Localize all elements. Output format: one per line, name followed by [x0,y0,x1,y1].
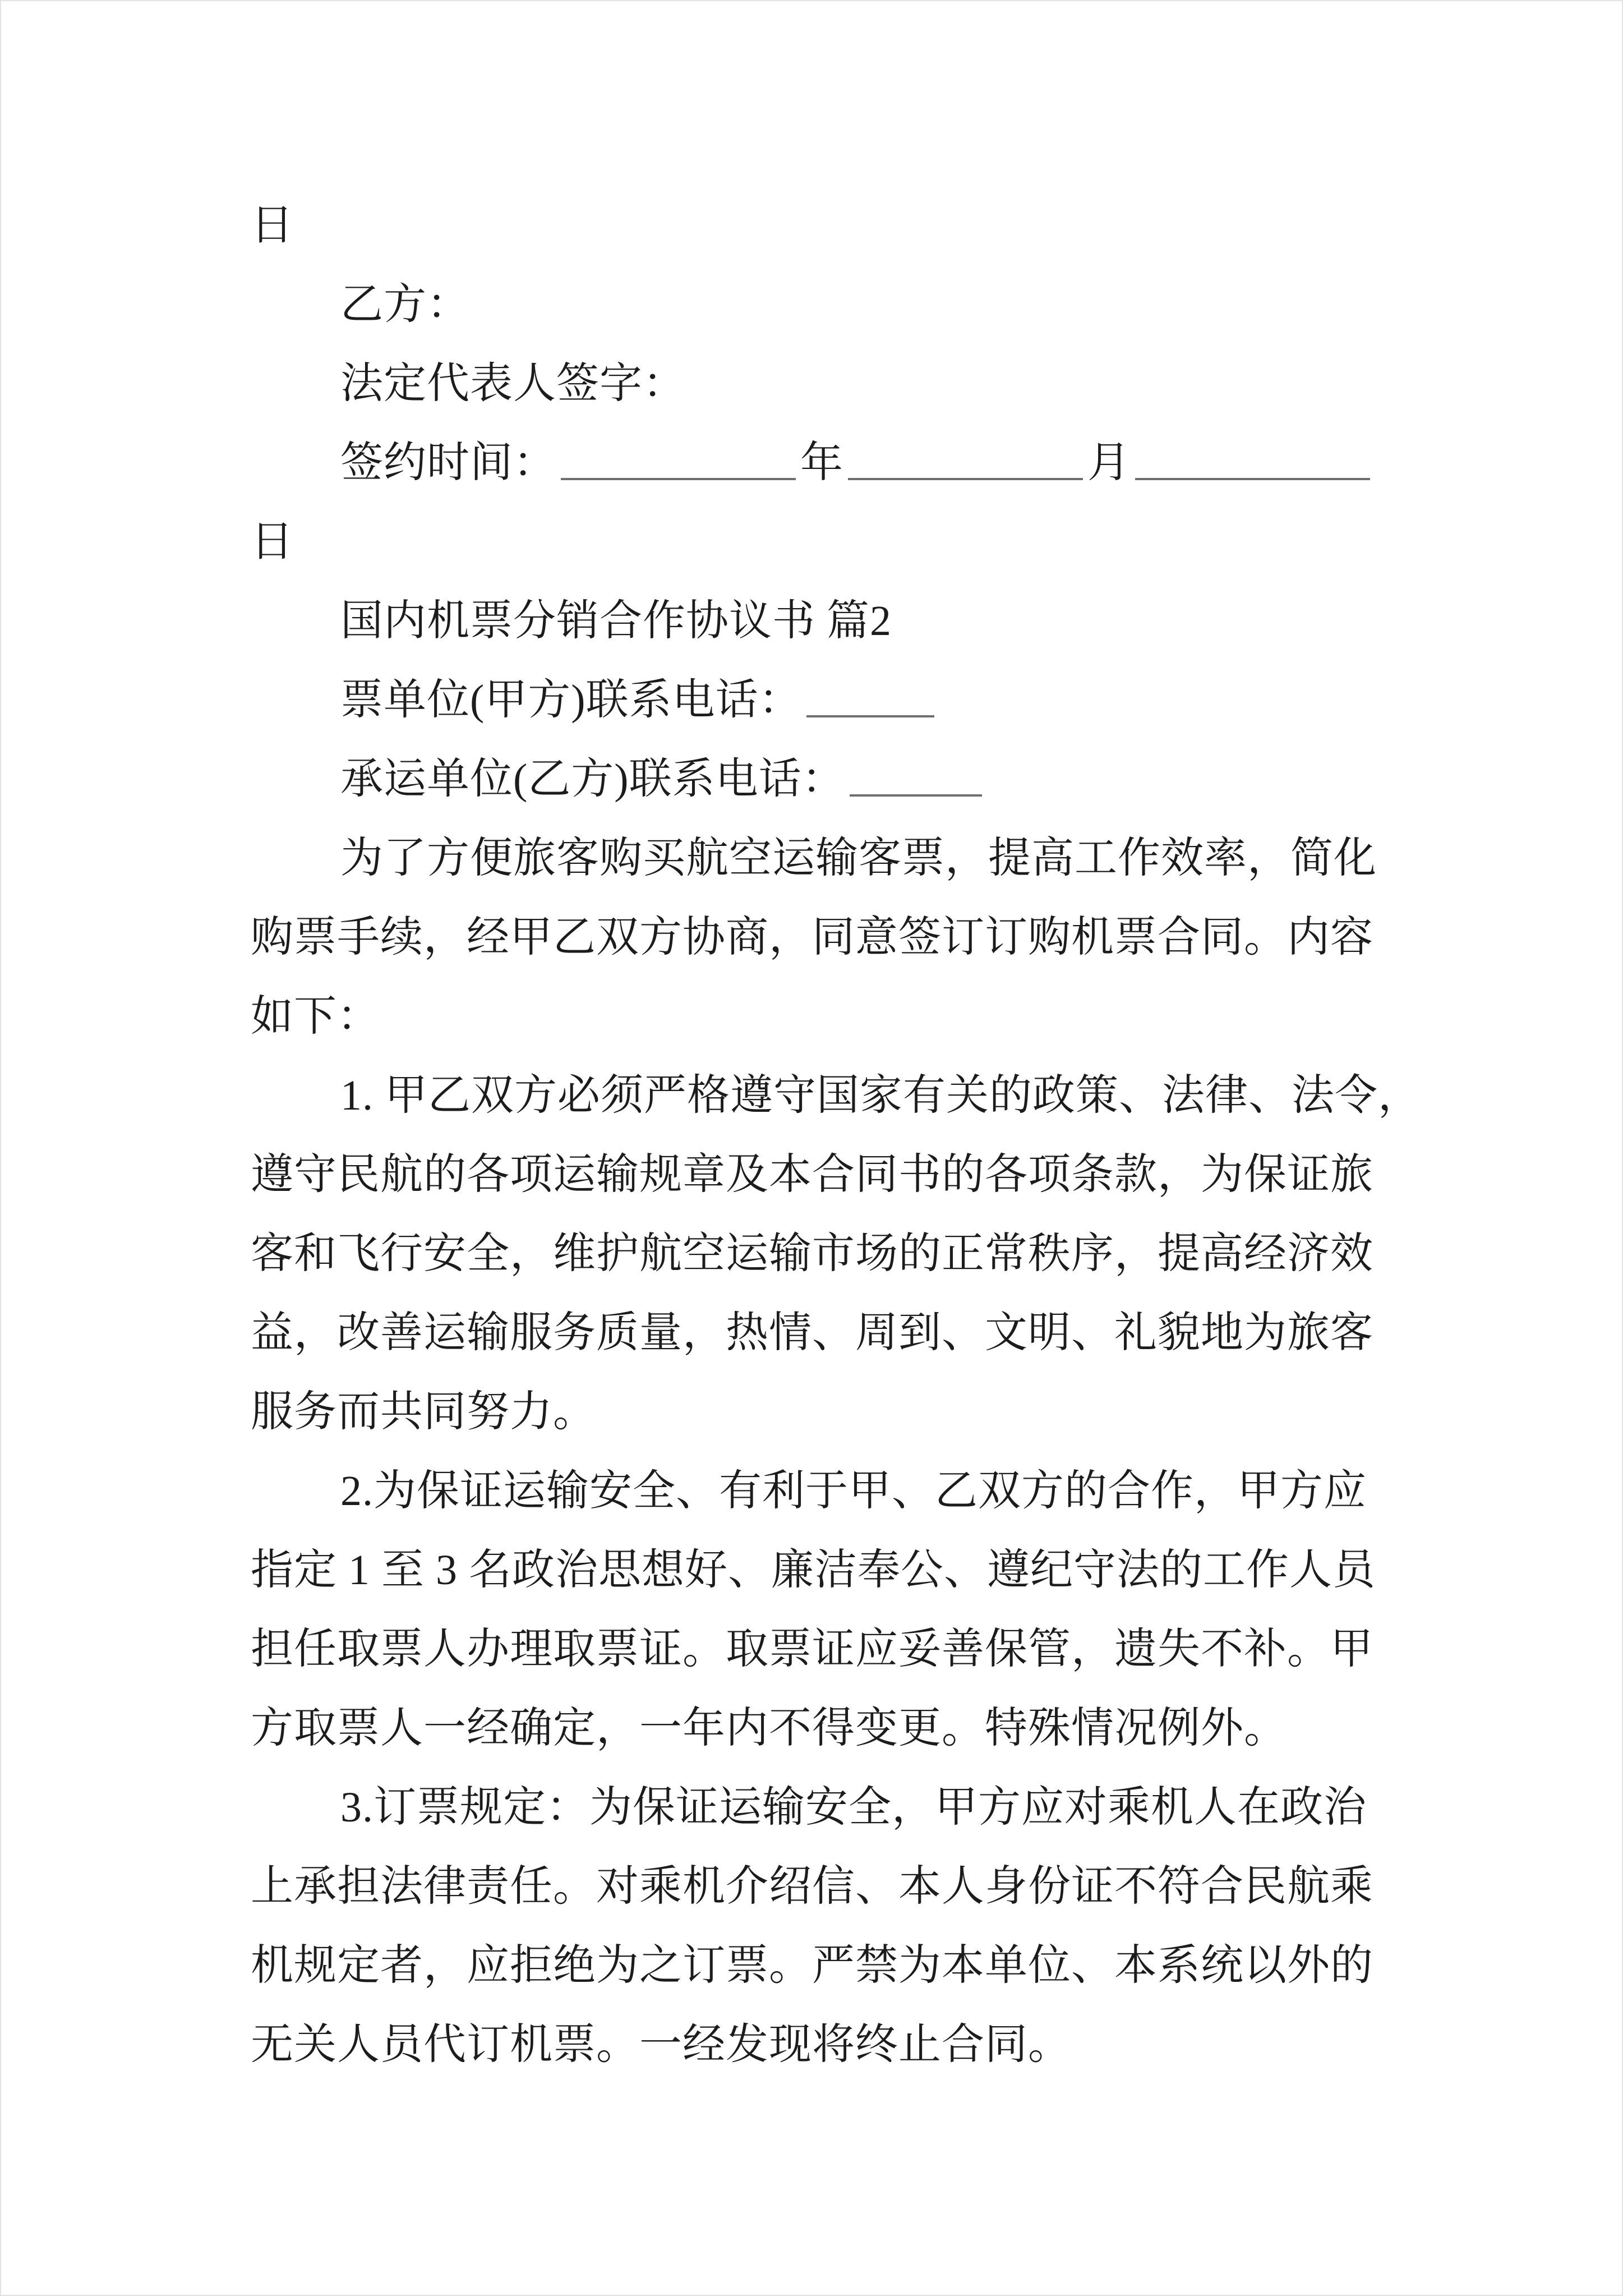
text-run: 为了方便旅客购买航空运输客票，提高工作效率，简化 [340,835,1377,882]
text-line [251,661,1378,740]
text-line [251,1610,1378,1689]
text-line [251,1294,1378,1373]
text-line [251,1847,1378,1926]
text-line [251,1373,1378,1452]
text-run: 年 [800,439,843,486]
text-run: 机规定者，应拒绝为之订票。严禁为本单位、本系统以外的 [251,1942,1373,1989]
document-body [251,186,1421,2085]
text-run: 遵守民航的各项运输规章及本合同书的各项条款，为保证旅 [251,1151,1373,1198]
text-line [251,1214,1378,1294]
text-line [251,1452,1378,1531]
text-line [251,977,1378,1056]
text-run: 2.为保证运输安全、有利于甲、乙双方的合作，甲方应 [340,1467,1367,1515]
text-run: 1. 甲乙双方必须严格遵守国家有关的政策、法律、法令， [340,1072,1421,1119]
text-line [251,1926,1378,2005]
text-line [251,2005,1378,2085]
text-run: 日 [251,202,294,249]
text-run: 日 [251,518,294,565]
text-line [251,186,1378,265]
text-run: 购票手续，经甲乙双方协商，同意签订订购机票合同。内容 [251,914,1373,961]
text-run: 3.订票规定：为保证运输安全，甲方应对乘机人在政治 [340,1784,1367,1831]
text-run: 上承担法律责任。对乘机介绍信、本人身份证不符合民航乘 [251,1863,1373,1910]
text-line [251,740,1378,819]
text-run: 方取票人一经确定，一年内不得变更。特殊情况例外。 [251,1705,1287,1752]
blank-field [561,473,796,480]
text-line [251,1135,1378,1214]
text-run: 如下： [251,993,380,1040]
text-line [251,1056,1421,1135]
text-run: 承运单位(乙方)联系电话： [340,756,845,803]
text-run: 法定代表人签字： [340,360,686,407]
blank-field [850,790,982,797]
blank-field [848,473,1083,480]
text-run: 月 [1087,439,1131,486]
text-line [251,503,1378,582]
text-line [251,1768,1378,1847]
text-run: 签约时间： [340,439,556,486]
blank-field [1135,473,1370,480]
text-line [251,265,1378,344]
blank-field [806,711,934,717]
text-run: 乙方： [340,281,470,328]
text-line [251,424,1378,503]
text-run: 服务而共同努力。 [251,1388,596,1435]
text-line [251,582,1378,661]
text-line [251,344,1378,424]
text-run: 指定 1 至 3 名政治思想好、廉洁奉公、遵纪守法的工作人员 [251,1547,1376,1594]
text-run: 无关人员代订机票。一经发现将终止合同。 [251,2021,1071,2068]
text-run: 益，改善运输服务质量，热情、周到、文明、礼貌地为旅客 [251,1309,1373,1356]
text-run: 票单位(甲方)联系电话： [340,677,802,724]
text-line [251,898,1378,977]
text-run: 客和飞行安全，维护航空运输市场的正常秩序，提高经济效 [251,1230,1373,1277]
text-line [251,1689,1378,1768]
text-run: 担任取票人办理取票证。取票证应妥善保管，遗失不补。甲 [251,1626,1373,1673]
text-run: 国内机票分销合作协议书 篇2 [340,597,892,645]
text-line [251,819,1378,898]
text-line [251,1531,1378,1610]
